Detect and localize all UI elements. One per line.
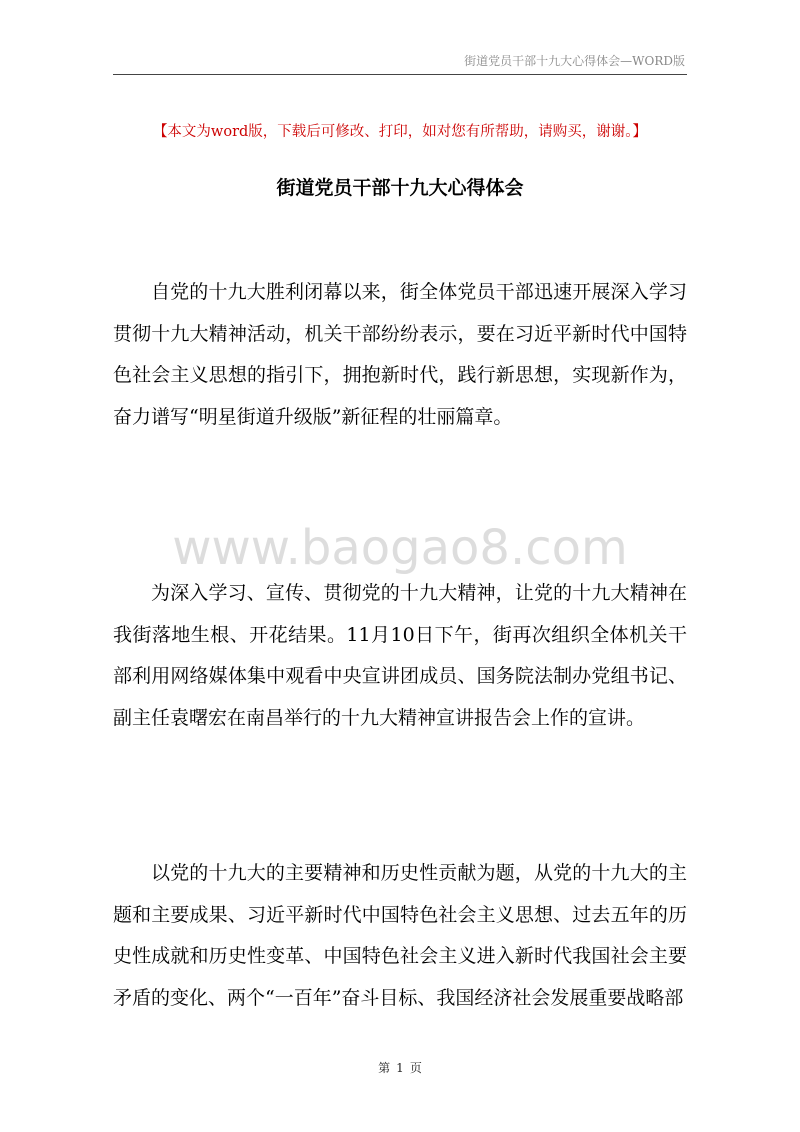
running-header: 街道党员干部十九大心得体会—WORD版	[464, 54, 685, 68]
page-footer	[0, 1059, 800, 1076]
purchase-notice: 【本文为word版，下载后可修改、打印，如对您有所帮助，请购买，谢谢。】	[152, 124, 648, 140]
header-divider	[113, 74, 687, 75]
footer-prefix: 第	[378, 1061, 391, 1075]
watermark: www.baogao8.com	[172, 520, 628, 576]
paragraph-2: 为深入学习、宣传、贯彻党的十九大精神，让党的十九大精神在我街落地生根、开花结果。11月10日下午，街再次组织全体机关干部利用网络媒体集中观看中央宣讲团成员、国务院法制办党组书记、副主任袁曙宏在南昌举行的十九大精神宣讲报告会上作的宣讲。	[113, 582, 687, 729]
paragraph-1: 自党的十九大胜利闭幕以来，街全体党员干部迅速开展深入学习贯彻十九大精神活动，机关干部纷纷表示，要在习近平新时代中国特色社会主义思想的指引下，拥抱新时代，践行新思想，实现新作为，奋力谱写“明星街道升级版”新征程的壮丽篇章。	[113, 281, 687, 428]
footer-suffix: 页	[409, 1061, 422, 1075]
document-title: 街道党员干部十九大心得体会	[276, 177, 524, 199]
paragraph-3: 以党的十九大的主要精神和历史性贡献为题，从党的十九大的主题和主要成果、习近平新时代中国特色社会主义思想、过去五年的历史性成就和历史性变革、中国特色社会主义进入新时代我国社会主要矛盾的变化、两个“一百年”奋斗目标、我国经济社会发展重要战略部	[113, 862, 687, 1009]
page-number: 1	[396, 1061, 404, 1075]
